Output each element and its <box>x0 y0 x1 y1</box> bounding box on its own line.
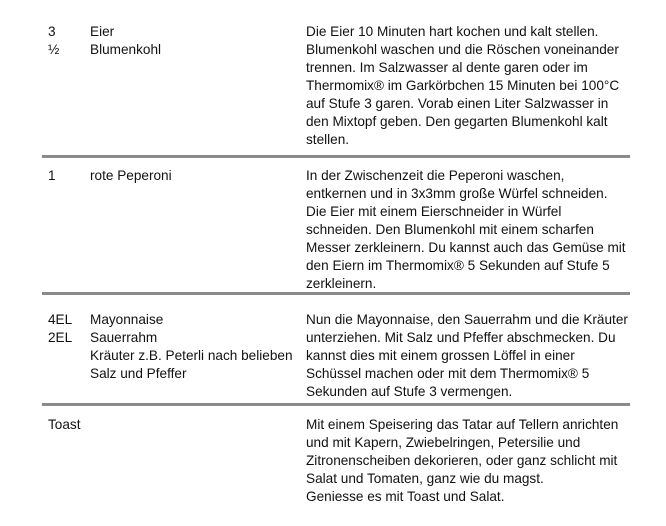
instruction-line: Schüssel machen oder mit dem Thermomix® 5 <box>306 366 590 381</box>
instruction-line: zerkleinern. <box>306 276 377 291</box>
instruction-line: Zitronenscheiben dekorieren, oder ganz schlicht mit <box>306 453 618 468</box>
instruction-text <box>306 311 626 401</box>
instruction-line: den Mixtopf geben. Den gegarten Blumenkohl kalt <box>306 114 608 129</box>
instruction-line: kannst dies mit einem grossen Löffel in einer <box>306 348 575 363</box>
instruction-line: stellen. <box>306 132 350 147</box>
instruction-line: Geniesse es mit Toast und Salat. <box>306 489 505 504</box>
instruction-line: unterziehen. Mit Salz und Pfeffer abschmecken. Du <box>306 330 616 345</box>
instruction-line: Die Eier 10 Minuten hart kochen und kalt stellen. <box>306 24 599 39</box>
quantity: 1 <box>48 168 56 183</box>
recipe-step-1 <box>42 23 630 153</box>
quantity-column <box>48 23 88 59</box>
instruction-text <box>306 23 626 149</box>
recipe-step-3 <box>42 311 630 401</box>
quantity-column <box>48 311 88 347</box>
ingredient-column <box>90 311 310 383</box>
ingredient: Sauerrahm <box>90 330 158 345</box>
instruction-line: Nun die Mayonnaise, den Sauerrahm und die Kräuter <box>306 312 628 327</box>
quantity: ½ <box>48 42 60 57</box>
instruction-text <box>306 416 626 506</box>
instruction-text <box>306 167 626 293</box>
ingredient: Mayonnaise <box>90 312 164 327</box>
instruction-line: Messer zerkleinern. Du kannst auch das Gemüse mit <box>306 240 626 255</box>
instruction-line: Salat und Tomaten, ganz wie du magst. <box>306 471 544 486</box>
step-divider <box>42 155 630 158</box>
ingredient: rote Peperoni <box>90 168 172 183</box>
quantity-column <box>48 416 88 434</box>
quantity: 4EL <box>48 312 73 327</box>
quantity-column <box>48 167 88 185</box>
recipe-step-4 <box>42 416 630 516</box>
ingredient: Blumenkohl <box>90 42 162 57</box>
quantity: 3 <box>48 24 56 39</box>
recipe-step-2 <box>42 167 630 289</box>
ingredient: Salz und Pfeffer <box>90 366 187 381</box>
ingredient: Kräuter z.B. Peterli nach belieben <box>90 348 293 363</box>
quantity: 2EL <box>48 330 73 345</box>
instruction-line: Sekunden auf Stufe 3 vermengen. <box>306 384 513 399</box>
instruction-line: trennen. Im Salzwasser al dente garen oder im <box>306 60 588 75</box>
instruction-line: Blumenkohl waschen und die Röschen voneinander <box>306 42 619 57</box>
instruction-line: den Eiern im Thermomix® 5 Sekunden auf Stufe 5 <box>306 258 610 273</box>
step-divider <box>42 403 630 406</box>
instruction-line: Thermomix® im Garkörbchen 15 Minuten bei 100°C <box>306 78 620 93</box>
ingredient: Eier <box>90 24 115 39</box>
instruction-line: auf Stufe 3 garen. Vorab einen Liter Salzwasser in <box>306 96 609 111</box>
quantity: Toast <box>48 417 81 432</box>
instruction-line: In der Zwischenzeit die Peperoni waschen, <box>306 168 565 183</box>
instruction-line: und mit Kapern, Zwiebelringen, Petersilie und <box>306 435 581 450</box>
instruction-line: schneiden. Den Blumenkohl mit einem scharfen <box>306 222 594 237</box>
step-divider <box>42 292 630 295</box>
instruction-line: Die Eier mit einem Eierschneider in Würfel <box>306 204 562 219</box>
instruction-line: entkernen und in 3x3mm große Würfel schneiden. <box>306 186 608 201</box>
ingredient-column <box>90 167 310 185</box>
ingredient-column <box>90 23 310 59</box>
instruction-line: Mit einem Speisering das Tatar auf Tellern anrichten <box>306 417 619 432</box>
